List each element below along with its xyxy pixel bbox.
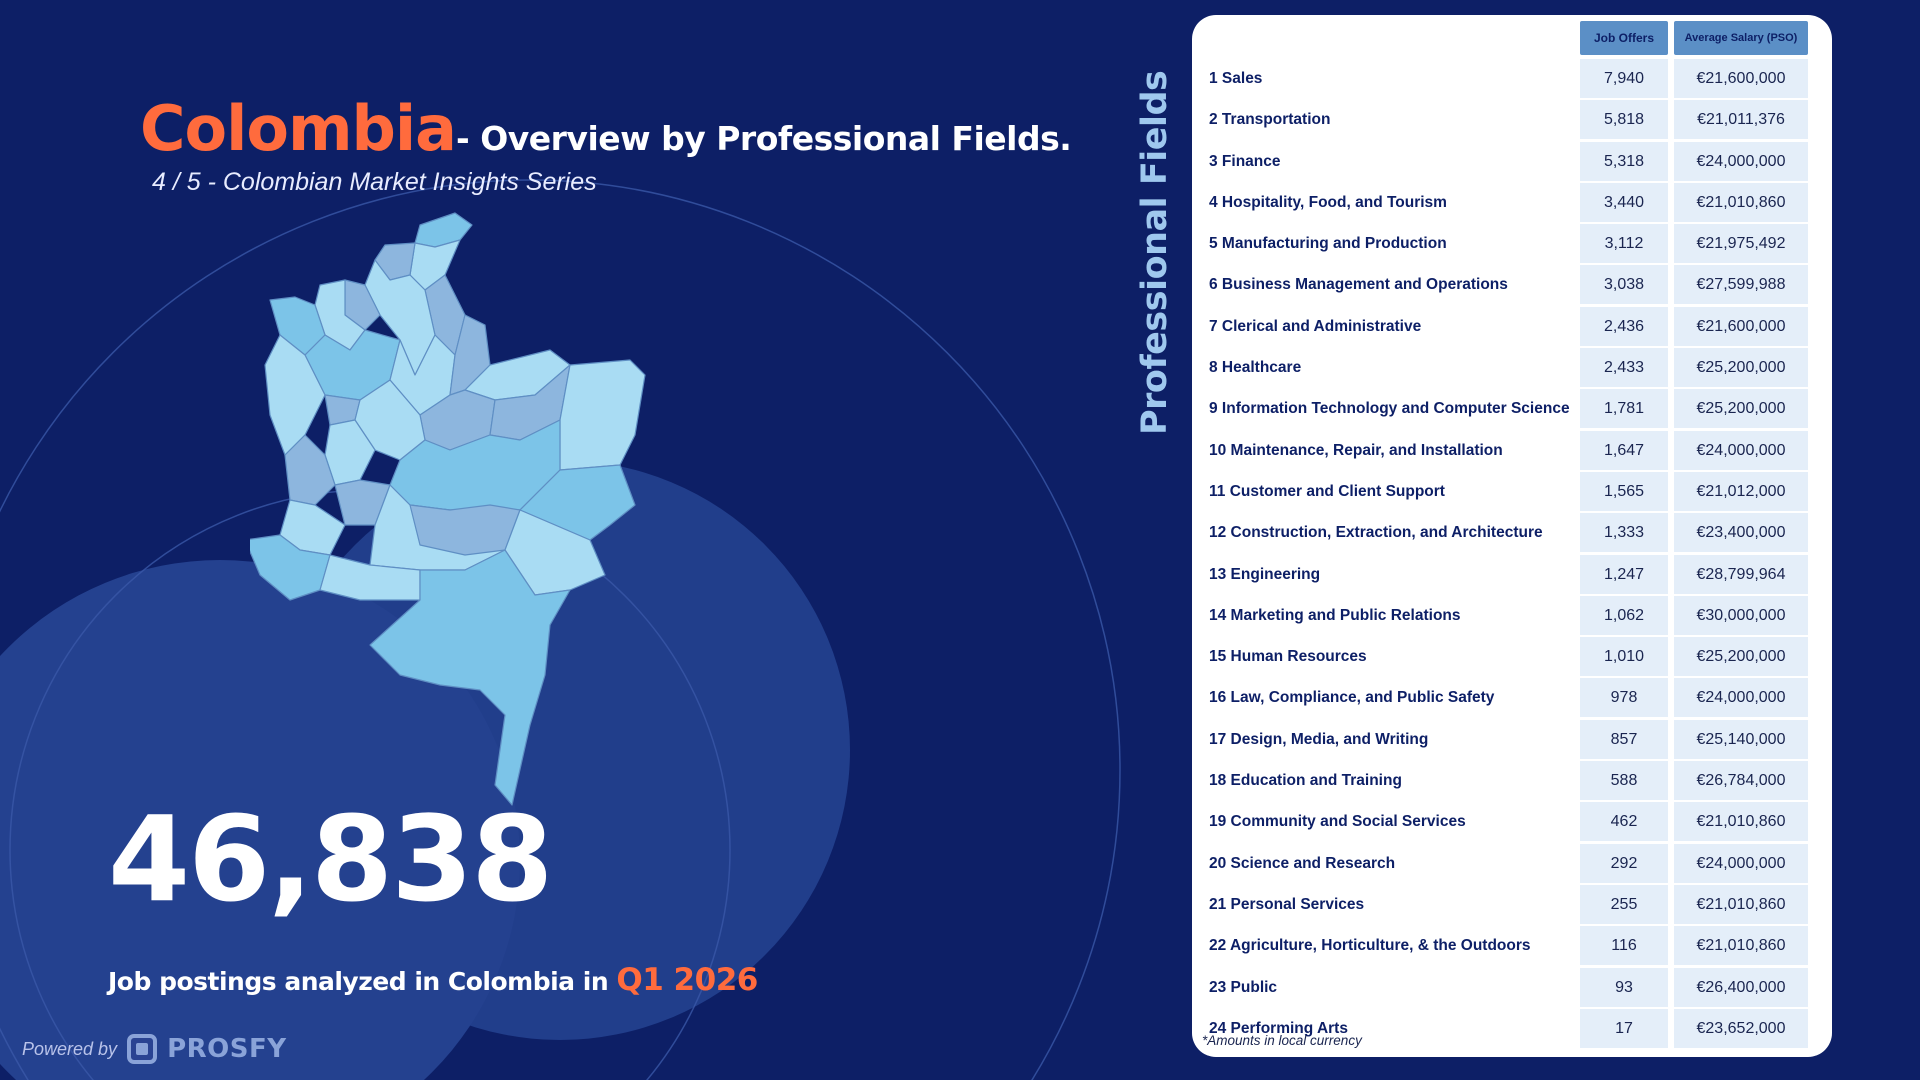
page-title — [140, 92, 1071, 165]
job-offers-cell: 116 — [1580, 926, 1668, 965]
job-offers-cell: 1,247 — [1580, 555, 1668, 594]
table-row — [1192, 885, 1832, 926]
field-name: 8 Healthcare — [1209, 359, 1302, 377]
postings-caption — [108, 962, 758, 998]
field-name: 1 Sales — [1209, 70, 1263, 87]
title-country: Colombia — [140, 92, 457, 165]
average-salary-cell: €23,400,000 — [1674, 513, 1808, 552]
job-offers-cell: 1,647 — [1580, 431, 1668, 470]
field-name: 4 Hospitality, Food, and Tourism — [1209, 193, 1447, 211]
job-offers-cell: 588 — [1580, 761, 1668, 800]
table-row — [1192, 596, 1832, 637]
job-offers-cell: 2,436 — [1580, 307, 1668, 346]
table-row — [1192, 968, 1832, 1009]
table-row — [1192, 761, 1832, 802]
field-name: 22 Agriculture, Horticulture, & the Outdoors — [1209, 937, 1531, 955]
average-salary-cell: €21,600,000 — [1674, 307, 1808, 346]
average-salary-cell: €25,200,000 — [1674, 389, 1808, 428]
table-row — [1192, 431, 1832, 472]
job-offers-cell: 5,818 — [1580, 100, 1668, 139]
average-salary-cell: €25,140,000 — [1674, 720, 1808, 759]
field-name: 7 Clerical and Administrative — [1209, 317, 1422, 335]
colombia-map — [250, 205, 720, 835]
average-salary-cell: €21,010,860 — [1674, 802, 1808, 841]
job-offers-cell: 5,318 — [1580, 142, 1668, 181]
table-row — [1192, 678, 1832, 719]
field-name: 2 Transportation — [1209, 111, 1331, 129]
average-salary-cell: €21,975,492 — [1674, 224, 1808, 263]
job-offers-cell: 3,112 — [1580, 224, 1668, 263]
job-offers-cell: 1,333 — [1580, 513, 1668, 552]
table-row — [1192, 555, 1832, 596]
powered-by-label: Powered by — [22, 1038, 118, 1059]
job-offers-cell: 255 — [1580, 885, 1668, 924]
title-subtitle: - Overview by Professional Fields. — [456, 119, 1072, 158]
caption-period: Q1 2026 — [616, 962, 758, 998]
series-label: 4 / 5 - Colombian Market Insights Series — [152, 168, 597, 196]
field-name: 15 Human Resources — [1209, 648, 1367, 666]
field-name: 23 Public — [1209, 978, 1278, 996]
field-name: 18 Education and Training — [1209, 772, 1402, 790]
column-header-average-salary: Average Salary (PSO) — [1674, 21, 1808, 55]
average-salary-cell: €21,011,376 — [1674, 100, 1808, 139]
table-row — [1192, 389, 1832, 430]
column-header-job-offers: Job Offers — [1580, 21, 1668, 55]
field-name: 9 Information Technology and Computer Science — [1209, 400, 1570, 418]
average-salary-cell: €21,600,000 — [1674, 59, 1808, 98]
average-salary-cell: €24,000,000 — [1674, 844, 1808, 883]
table-row — [1192, 802, 1832, 843]
table-row — [1192, 637, 1832, 678]
job-offers-cell: 292 — [1580, 844, 1668, 883]
table-row — [1192, 265, 1832, 306]
table-row — [1192, 720, 1832, 761]
field-name: 3 Finance — [1209, 152, 1281, 170]
field-name: 13 Engineering — [1209, 565, 1321, 583]
table-row — [1192, 59, 1832, 100]
table-row — [1192, 348, 1832, 389]
table-row — [1192, 513, 1832, 554]
job-offers-cell: 1,010 — [1580, 637, 1668, 676]
average-salary-cell: €28,799,964 — [1674, 555, 1808, 594]
average-salary-cell: €27,599,988 — [1674, 265, 1808, 304]
field-name: 14 Marketing and Public Relations — [1209, 606, 1461, 624]
field-name: 11 Customer and Client Support — [1209, 482, 1445, 500]
average-salary-cell: €21,012,000 — [1674, 472, 1808, 511]
job-offers-cell: 17 — [1580, 1009, 1668, 1048]
average-salary-cell: €21,010,860 — [1674, 885, 1808, 924]
field-name: 21 Personal Services — [1209, 895, 1365, 913]
job-offers-cell: 7,940 — [1580, 59, 1668, 98]
field-name: 19 Community and Social Services — [1209, 813, 1466, 831]
average-salary-cell: €24,000,000 — [1674, 142, 1808, 181]
average-salary-cell: €26,400,000 — [1674, 968, 1808, 1007]
job-offers-cell: 978 — [1580, 678, 1668, 717]
average-salary-cell: €26,784,000 — [1674, 761, 1808, 800]
professional-fields-label: Professional Fields — [1135, 70, 1175, 435]
map-region-guajira — [415, 213, 472, 247]
table-row — [1192, 100, 1832, 141]
field-name: 12 Construction, Extraction, and Architecture — [1209, 524, 1543, 542]
fields-table-rows — [1192, 59, 1832, 1050]
average-salary-cell: €30,000,000 — [1674, 596, 1808, 635]
powered-by — [22, 1034, 287, 1064]
field-name: 20 Science and Research — [1209, 854, 1396, 872]
average-salary-cell: €25,200,000 — [1674, 637, 1808, 676]
table-row — [1192, 472, 1832, 513]
field-name: 6 Business Management and Operations — [1209, 276, 1508, 294]
job-offers-cell: 1,781 — [1580, 389, 1668, 428]
job-offers-cell: 3,440 — [1580, 183, 1668, 222]
average-salary-cell: €24,000,000 — [1674, 678, 1808, 717]
total-postings: 46,838 — [108, 790, 552, 928]
field-name: 17 Design, Media, and Writing — [1209, 730, 1429, 748]
job-offers-cell: 1,062 — [1580, 596, 1668, 635]
table-row — [1192, 926, 1832, 967]
job-offers-cell: 2,433 — [1580, 348, 1668, 387]
field-name: 24 Performing Arts — [1209, 1019, 1348, 1037]
average-salary-cell: €21,010,860 — [1674, 926, 1808, 965]
job-offers-cell: 3,038 — [1580, 265, 1668, 304]
job-offers-cell: 462 — [1580, 802, 1668, 841]
job-offers-cell: 93 — [1580, 968, 1668, 1007]
average-salary-cell: €21,010,860 — [1674, 183, 1808, 222]
table-row — [1192, 142, 1832, 183]
map-region-vichada — [560, 360, 645, 470]
prosfy-logo-icon — [127, 1034, 157, 1064]
prosfy-logo-text: PROSFY — [167, 1034, 287, 1064]
average-salary-cell: €24,000,000 — [1674, 431, 1808, 470]
caption-text: Job postings analyzed in Colombia in — [108, 967, 617, 996]
average-salary-cell: €25,200,000 — [1674, 348, 1808, 387]
table-row — [1192, 224, 1832, 265]
table-row — [1192, 307, 1832, 348]
job-offers-cell: 1,565 — [1580, 472, 1668, 511]
average-salary-cell: €23,652,000 — [1674, 1009, 1808, 1048]
table-row — [1192, 183, 1832, 224]
table-row — [1192, 844, 1832, 885]
fields-table-panel — [1192, 15, 1832, 1057]
field-name: 16 Law, Compliance, and Public Safety — [1209, 689, 1495, 707]
job-offers-cell: 857 — [1580, 720, 1668, 759]
field-name: 5 Manufacturing and Production — [1209, 235, 1447, 253]
currency-footnote: *Amounts in local currency — [1202, 1033, 1362, 1048]
field-name: 10 Maintenance, Repair, and Installation — [1209, 441, 1503, 459]
